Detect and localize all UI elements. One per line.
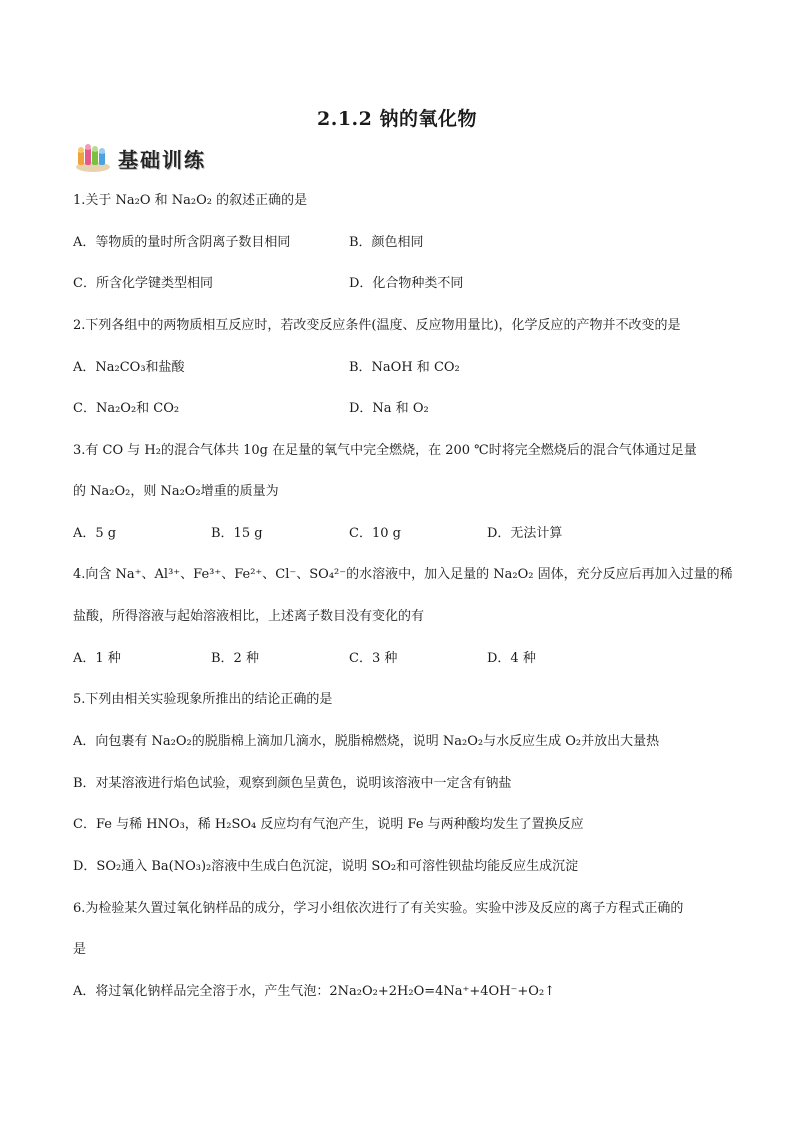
question-1-option-c: C．所含化学键类型相同 [73, 276, 213, 291]
question-6-stem-line-1: 6.为检验某久置过氧化钠样品的成分，学习小组依次进行了有关实验。实验中涉及反应的离子方程式正确的 [73, 901, 684, 916]
question-5-stem: 5.下列由相关实验现象所推出的结论正确的是 [73, 692, 333, 707]
section-heading [74, 141, 206, 175]
section-label: 基础训练 [118, 147, 206, 172]
question-1-stem: 1.关于 Na₂O 和 Na₂O₂ 的叙述正确的是 [73, 193, 308, 208]
question-4-option-c: C．3 种 [349, 651, 398, 666]
question-4-stem-line-2: 盐酸，所得溶液与起始溶液相比，上述离子数目没有变化的有 [73, 609, 425, 624]
question-3-option-d: D．无法计算 [487, 526, 563, 541]
question-5-option-b: B．对某溶液进行焰色试验，观察到颜色呈黄色，说明该溶液中一定含有钠盐 [73, 776, 512, 791]
page-title: 2.1.2 钠的氧化物 [316, 108, 477, 130]
question-1-option-a: A．等物质的量时所含阴离子数目相同 [73, 235, 291, 250]
question-4-option-d: D．4 种 [487, 651, 536, 666]
question-2-stem: 2.下列各组中的两物质相互反应时，若改变反应条件(温度、反应物用量比)，化学反应的产物并不改变的是 [73, 318, 681, 333]
question-3-stem-line-1: 3.有 CO 与 H₂的混合气体共 10g 在足量的氧气中完全燃烧，在 200 ℃时将完全燃烧后的混合气体通过足量 [73, 443, 697, 458]
question-2-option-d: D．Na 和 O₂ [349, 401, 429, 416]
question-2-option-b: B．NaOH 和 CO₂ [349, 360, 460, 375]
question-4-option-a: A．1 种 [73, 651, 121, 666]
question-3-option-c: C．10 g [349, 526, 401, 541]
question-5-option-d: D．SO₂通入 Ba(NO₃)₂溶液中生成白色沉淀，说明 SO₂和可溶性钡盐均能反应生成沉淀 [73, 859, 579, 874]
question-6-option-a: A．将过氧化钠样品完全溶于水，产生气泡：2Na₂O₂+2H₂O=4Na⁺+4OH⁻+O₂↑ [73, 984, 556, 999]
question-3-stem-line-2: 的 Na₂O₂，则 Na₂O₂增重的质量为 [73, 484, 279, 499]
question-5-option-a: A．向包裹有 Na₂O₂的脱脂棉上滴加几滴水，脱脂棉燃烧，说明 Na₂O₂与水反应生成 O₂并放出大量热 [73, 734, 660, 749]
question-6-stem-line-2: 是 [73, 942, 87, 957]
question-4-stem-line-1: 4.向含 Na⁺、Al³⁺、Fe³⁺、Fe²⁺、Cl⁻、SO₄²⁻的水溶液中，加入足量的 Na₂O₂ 固体，充分反应后再加入过量的稀 [73, 567, 733, 582]
question-3-option-a: A．5 g [73, 526, 117, 541]
question-1-option-d: D．化合物种类不同 [349, 276, 464, 291]
question-2-option-c: C．Na₂O₂和 CO₂ [73, 401, 180, 416]
question-2-option-a: A．Na₂CO₃和盐酸 [73, 360, 185, 375]
question-5-option-c: C．Fe 与稀 HNO₃，稀 H₂SO₄ 反应均有气泡产生，说明 Fe 与两种酸均发生了置换反应 [73, 817, 584, 832]
question-1-option-b: B．颜色相同 [349, 235, 424, 250]
question-4-option-b: B．2 种 [211, 651, 259, 666]
question-3-option-b: B．15 g [211, 526, 263, 541]
pencils-icon [74, 143, 112, 173]
